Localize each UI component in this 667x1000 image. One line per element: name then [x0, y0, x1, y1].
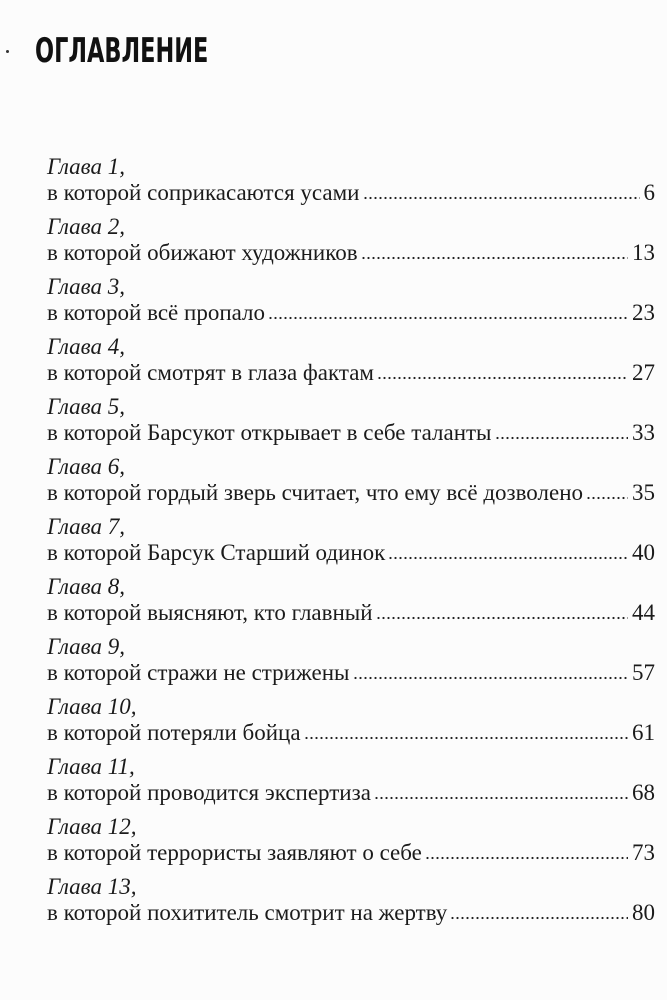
dot-leader — [268, 316, 628, 320]
page-number: 27 — [632, 360, 655, 385]
dot-leader — [374, 796, 628, 800]
page-number: 6 — [643, 180, 655, 205]
chapter-label: Глава 5, — [47, 394, 125, 419]
chapter-label: Глава 8, — [47, 574, 125, 599]
page-number: 57 — [632, 660, 655, 685]
chapter-title: в которой выясняют, кто главный — [47, 600, 373, 625]
dot-leader — [377, 376, 628, 380]
chapter-label: Глава 2, — [47, 214, 125, 239]
page-number: 13 — [632, 240, 655, 265]
page-number: 33 — [632, 420, 655, 445]
toc-line — [47, 900, 655, 926]
dot-leader — [361, 256, 628, 260]
toc-entry-10 — [47, 694, 655, 754]
page-title: ОГЛАВЛЕНИЕ — [35, 31, 209, 71]
toc-entry-13 — [47, 874, 655, 934]
dot-leader — [353, 676, 629, 680]
chapter-label: Глава 10, — [47, 694, 137, 719]
toc-line — [47, 660, 655, 686]
page-number: 23 — [632, 300, 655, 325]
toc-entry-1 — [47, 154, 655, 214]
page-number: 80 — [632, 900, 655, 925]
chapter-title: в которой Барсукот открывает в себе таланты — [47, 420, 492, 445]
chapter-title: в которой террористы заявляют о себе — [47, 840, 422, 865]
chapter-title: в которой проводится экспертиза — [47, 780, 371, 805]
chapter-label: Глава 1, — [47, 154, 125, 179]
dot-leader — [495, 436, 628, 440]
toc-entry-4 — [47, 334, 655, 394]
toc-line — [47, 360, 655, 386]
stray-mark — [6, 50, 9, 53]
dot-leader — [376, 616, 628, 620]
toc-line — [47, 420, 655, 446]
dot-leader — [304, 736, 628, 740]
chapter-title: в которой гордый зверь считает, что ему всё дозволено — [47, 480, 583, 505]
dot-leader — [425, 856, 628, 860]
chapter-title: в которой Барсук Старший одинок — [47, 540, 386, 565]
dot-leader — [363, 196, 640, 200]
toc-entry-6 — [47, 454, 655, 514]
chapter-title: в которой соприкасаются усами — [47, 180, 360, 205]
page-number: 68 — [632, 780, 655, 805]
toc-line — [47, 840, 655, 866]
toc-entry-2 — [47, 214, 655, 274]
chapter-title: в которой обижают художников — [47, 240, 358, 265]
page-number: 40 — [632, 540, 655, 565]
chapter-label: Глава 3, — [47, 274, 125, 299]
page-number: 35 — [632, 480, 655, 505]
dot-leader — [586, 496, 628, 500]
chapter-title: в которой потеряли бойца — [47, 720, 301, 745]
toc-entry-3 — [47, 274, 655, 334]
toc-line — [47, 540, 655, 566]
page-number: 44 — [632, 600, 655, 625]
chapter-label: Глава 4, — [47, 334, 125, 359]
dot-leader — [388, 556, 628, 560]
chapter-title: в которой стражи не стрижены — [47, 660, 350, 685]
chapter-label: Глава 7, — [47, 514, 125, 539]
toc-line — [47, 720, 655, 746]
page-number: 73 — [632, 840, 655, 865]
dot-leader — [450, 916, 628, 920]
toc-entry-12 — [47, 814, 655, 874]
toc-entry-11 — [47, 754, 655, 814]
chapter-label: Глава 6, — [47, 454, 125, 479]
chapter-label: Глава 13, — [47, 874, 137, 899]
toc-entry-7 — [47, 514, 655, 574]
toc-line — [47, 240, 655, 266]
toc-line — [47, 780, 655, 806]
toc-line — [47, 180, 655, 206]
toc-entry-5 — [47, 394, 655, 454]
chapter-label: Глава 12, — [47, 814, 137, 839]
chapter-label: Глава 11, — [47, 754, 135, 779]
toc-line — [47, 300, 655, 326]
chapter-title: в которой похититель смотрит на жертву — [47, 900, 448, 925]
chapter-title: в которой всё пропало — [47, 300, 266, 325]
page-number: 61 — [632, 720, 655, 745]
table-of-contents — [47, 154, 655, 934]
toc-line — [47, 600, 655, 626]
toc-line — [47, 480, 655, 506]
chapter-label: Глава 9, — [47, 634, 125, 659]
chapter-title: в которой смотрят в глаза фактам — [47, 360, 374, 385]
toc-entry-9 — [47, 634, 655, 694]
toc-entry-8 — [47, 574, 655, 634]
